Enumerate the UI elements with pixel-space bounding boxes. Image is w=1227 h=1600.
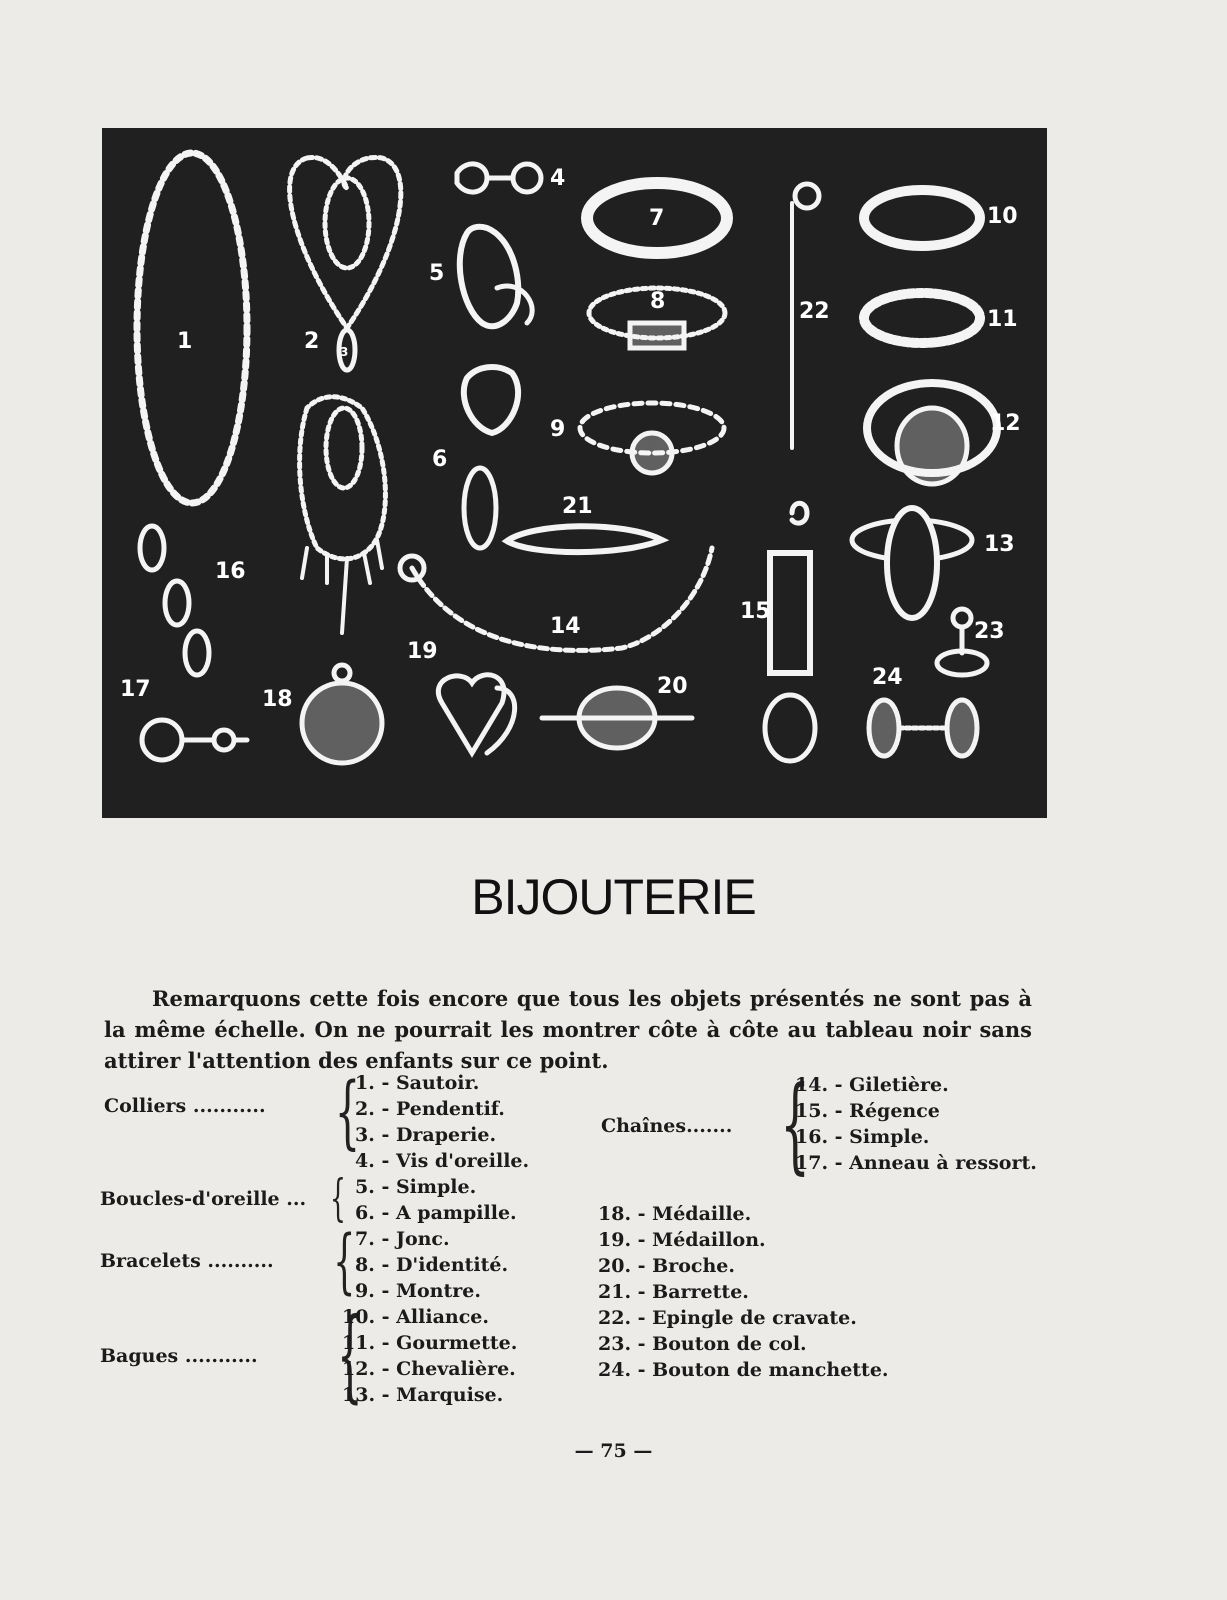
page-title: BIJOUTERIE <box>471 869 756 925</box>
list-item: 15. - Régence <box>795 1100 940 1122</box>
list-colliers <box>355 1070 529 1174</box>
category-bracelets: Bracelets .......... <box>100 1250 274 1272</box>
board-label-3: 3 <box>340 345 349 359</box>
board-label-5: 5 <box>429 261 445 286</box>
list-item: 11. - Gourmette. <box>342 1332 518 1354</box>
list-item: 8. - D'identité. <box>355 1254 509 1276</box>
regence-drawing <box>765 503 815 761</box>
list-item: 19. - Médaillon. <box>598 1229 766 1251</box>
board-label-19: 19 <box>407 639 438 664</box>
list-bagues <box>342 1304 517 1408</box>
list-item: 17. - Anneau à ressort. <box>795 1152 1037 1174</box>
brace-bracelets: { <box>333 1220 356 1302</box>
pendentif-drawing <box>290 157 401 328</box>
board-label-11: 11 <box>987 307 1018 332</box>
list-boucles <box>355 1174 517 1226</box>
board-label-18: 18 <box>262 687 293 712</box>
board-label-9: 9 <box>550 417 566 442</box>
boucle-simple-drawing <box>460 227 518 326</box>
jewelry-drawings <box>102 128 1047 818</box>
board-label-4: 4 <box>550 166 566 191</box>
board-label-21: 21 <box>562 494 593 519</box>
list-item: 4. - Vis d'oreille. <box>355 1150 530 1172</box>
list-item: 20. - Broche. <box>598 1255 735 1277</box>
brace-boucles: { <box>329 1169 346 1227</box>
board-label-23: 23 <box>974 619 1005 644</box>
barrette-drawing <box>507 526 662 552</box>
list-item: 2. - Pendentif. <box>355 1098 505 1120</box>
board-label-12: 12 <box>990 411 1021 436</box>
list-item: 16. - Simple. <box>795 1126 930 1148</box>
list-item: 5. - Simple. <box>355 1176 477 1198</box>
category-chaines: Chaînes....... <box>601 1115 733 1137</box>
list-bracelets <box>355 1226 508 1304</box>
list-item: 23. - Bouton de col. <box>598 1333 807 1355</box>
board-label-6: 6 <box>432 447 448 472</box>
category-boucles: Boucles-d'oreille ... <box>100 1188 307 1210</box>
sautoir-drawing <box>137 153 247 503</box>
list-chaines <box>795 1072 1037 1176</box>
board-label-15: 15 <box>740 599 771 624</box>
bouton-manchette-drawing <box>869 700 977 756</box>
list-item: 6. - A pampille. <box>355 1202 517 1224</box>
list-item: 21. - Barrette. <box>598 1281 749 1303</box>
medaille-drawing <box>302 683 382 763</box>
draperie-drawing <box>300 397 386 559</box>
board-label-13: 13 <box>984 532 1015 557</box>
brace-bagues: { <box>337 1296 363 1413</box>
board-label-20: 20 <box>657 674 688 699</box>
list-item: 13. - Marquise. <box>342 1384 504 1406</box>
page-number: — 75 — <box>574 1440 653 1462</box>
boucle-pampille-drawing <box>464 367 518 433</box>
board-label-10: 10 <box>987 204 1018 229</box>
vis-oreille-drawing <box>457 164 541 192</box>
category-bagues: Bagues ........... <box>100 1345 258 1367</box>
list-item: 22. - Epingle de cravate. <box>598 1307 857 1329</box>
board-label-22: 22 <box>799 299 830 324</box>
board-label-1: 1 <box>177 329 193 354</box>
board-label-14: 14 <box>550 614 581 639</box>
board-label-2: 2 <box>304 329 320 354</box>
board-label-24: 24 <box>872 665 903 690</box>
board-label-16: 16 <box>215 559 246 584</box>
brace-chaines: } <box>780 1063 810 1185</box>
board-label-8: 8 <box>650 289 666 314</box>
medaillon-drawing <box>438 675 504 753</box>
category-colliers: Colliers ........... <box>104 1095 266 1117</box>
board-label-17: 17 <box>120 677 151 702</box>
list-item: 9. - Montre. <box>355 1280 481 1302</box>
anneau-ressort-drawing <box>142 720 247 760</box>
bague-gourmette-drawing <box>864 293 980 343</box>
list-item: 12. - Chevalière. <box>342 1358 516 1380</box>
brace-colliers: { <box>334 1065 361 1158</box>
list-item: 3. - Draperie. <box>355 1124 497 1146</box>
list-item: 1. - Sautoir. <box>355 1072 480 1094</box>
list-item: 10. - Alliance. <box>342 1306 489 1328</box>
list-item: 14. - Giletière. <box>795 1074 949 1096</box>
list-item: 7. - Jonc. <box>355 1228 450 1250</box>
list-others <box>598 1201 889 1383</box>
blackboard-illustration <box>102 128 1047 818</box>
list-item: 24. - Bouton de manchette. <box>598 1359 889 1381</box>
bague-alliance-drawing <box>864 190 980 246</box>
list-item: 18. - Médaille. <box>598 1203 752 1225</box>
intro-paragraph: Remarquons cette fois encore que tous les objets présentés ne sont pas à la même échelle. On ne pourrait les montrer côte à côte au tableau noir sans attirer l'attention des enfants sur ce point. <box>104 986 1032 1073</box>
board-label-7: 7 <box>649 206 665 231</box>
chaine-simple-drawing <box>140 526 209 675</box>
